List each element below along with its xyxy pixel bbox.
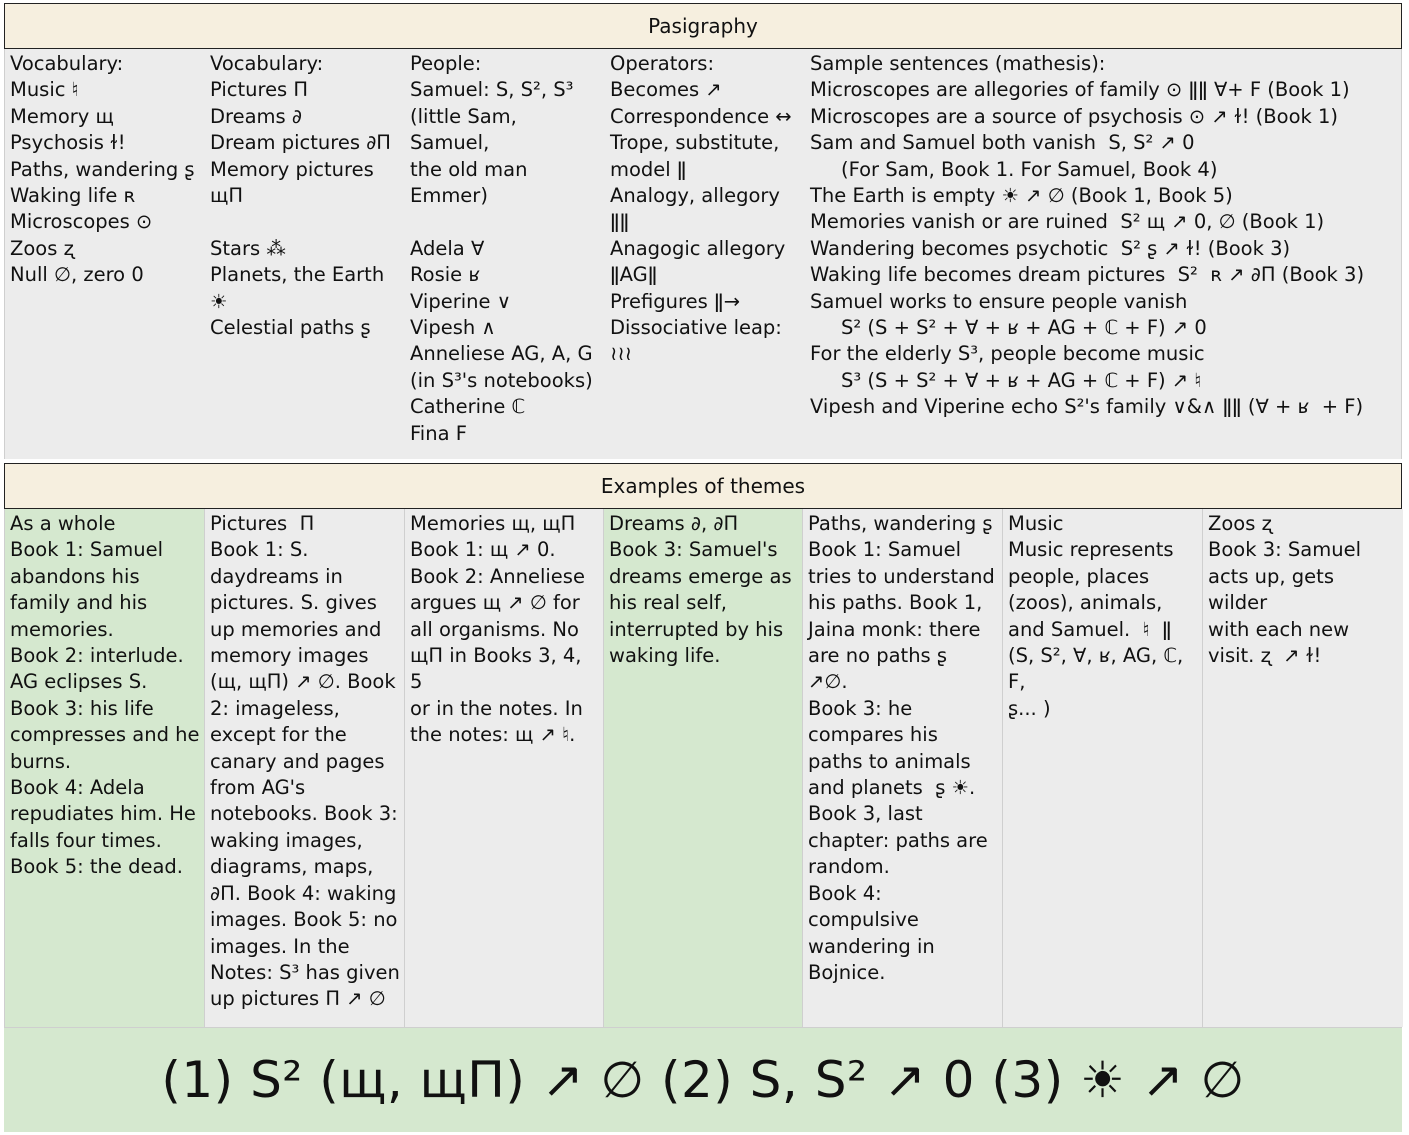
theme-body: Book 1: S. daydreams in pictures. S. gives up memories and memory images (щ, щΠ) ↗ ∅. Book 2: imageless, except for the canary and pages from AG's notebooks. Book 3: waking images, diagrams, maps, ∂Π. Book 4: waking images. Book 5: no images. In the Notes: S³ has given up pictures Π ↗ ∅ (210, 538, 400, 1011)
document-frame (4, 3, 1402, 1132)
theme-heading: Paths, wandering ʂ (808, 512, 993, 535)
theme-paths (803, 509, 1003, 1027)
operators-column (605, 49, 805, 459)
theme-heading: Zoos ʐ (1208, 512, 1272, 535)
column-body: Music ♮ Memory щ Psychosis ɫ! Paths, wandering ʂ Waking life ʀ Microscopes ⊙ Zoos ʐ Null ∅, zero 0 (10, 78, 195, 287)
theme-pictures (205, 509, 405, 1027)
theme-zoos (1203, 509, 1403, 1027)
pasigraphy-table (4, 49, 1402, 459)
column-body: Samuel: S, S², S³ (little Sam, Samuel, the old man Emmer) Adela ∀ Rosie ʁ Viperine ∨ Vipesh ∧ Anneliese AG, A, G (in S³'s notebooks) Catherine ℂ Fina F (410, 78, 593, 445)
theme-heading: Music (1008, 512, 1064, 535)
theme-body: Music represents people, places (zoos), animals, and Samuel. ♮ ǁ (S, S², ∀, ʁ, AG, ℂ, F, ʂ... ) (1008, 538, 1184, 720)
summary-formula: (1) S² (щ, щΠ) ↗ ∅ (2) S, S² ↗ 0 (3) ☀ ↗ ∅ (4, 1027, 1402, 1132)
theme-memories (405, 509, 604, 1027)
theme-heading: As a whole (10, 512, 116, 535)
column-heading: Vocabulary: (10, 52, 124, 75)
column-body: Pictures Π Dreams ∂ Dream pictures ∂Π Memory pictures щΠ Stars ⁂ Planets, the Earth ☀ Celestial paths ʂ (210, 78, 391, 340)
pasigraphy-title: Pasigraphy (4, 3, 1402, 49)
vocabulary-column-1 (5, 49, 205, 459)
theme-body: Book 3: Samuel acts up, gets wilder with each new visit. ʐ ↗ ɫ! (1208, 538, 1362, 668)
column-body: Becomes ↗ Correspondence ↔ Trope, substitute, model ǁ Analogy, allegory ǁǁ Anagogic allegory ǁAGǁ Prefigures ǁ→ Dissociative leap: ≀≀≀ (610, 78, 792, 366)
column-heading: Sample sentences (mathesis): (810, 52, 1106, 75)
theme-heading: Memories щ, щΠ (410, 512, 576, 535)
themes-table (4, 509, 1402, 1027)
themes-title: Examples of themes (4, 463, 1402, 509)
column-body: Microscopes are allegories of family ⊙ ǁǁ ∀+ F (Book 1) Microscopes are a source of psychosis ⊙ ↗ ɫ! (Book 1) Sam and Samuel both vanish S, S² ↗ 0 (For Sam, Book 1. For Samuel, Book 4) The Earth is empty ☀ ↗ ∅ (Book 1, Book 5) Memories vanish or are ruined S² щ ↗ 0, ∅ (Book 1) Wandering becomes psychotic S² ʂ ↗ ɫ! (Book 3) Waking life becomes dream pictures S² ʀ ↗ ∂Π (Book 3) Samuel works to ensure people vanish S² (S + S² + ∀ + ʁ + AG + ℂ + F) ↗ 0 For the elderly S³, people become music S³ (S + S² + ∀ + ʁ + AG + ℂ + F) ↗ ♮ Vipesh and Viperine echo S²'s family ∨&∧ ǁǁ (∀ + ʁ + F) (810, 78, 1365, 419)
column-heading: People: (410, 52, 482, 75)
theme-body: Book 1: Samuel tries to understand his paths. Book 1, Jaina monk: there are no paths ʂ ↗∅. Book 3: he compares his paths to animals and planets ʂ ☀. Book 3, last chapter: paths are random. Book 4: compulsive wandering in Bojnice. (808, 538, 995, 984)
theme-body: Book 1: щ ↗ 0. Book 2: Anneliese argues щ ↗ ∅ for all organisms. No щΠ in Books 3, 4, 5 or in the notes. In the notes: щ ↗ ♮. (410, 538, 585, 747)
column-heading: Operators: (610, 52, 715, 75)
column-heading: Vocabulary: (210, 52, 324, 75)
theme-as-a-whole (5, 509, 205, 1027)
vocabulary-column-2 (205, 49, 405, 459)
theme-body: Book 1: Samuel abandons his family and his memories. Book 2: interlude. AG eclipses S. Book 3: his life compresses and he burns. Book 4: Adela repudiates him. He falls four times. Book 5: the dead. (10, 538, 200, 879)
people-column (405, 49, 605, 459)
theme-music (1003, 509, 1203, 1027)
theme-body: Book 3: Samuel's dreams emerge as his real self, interrupted by his waking life. (609, 538, 792, 668)
sample-sentences-column (805, 49, 1403, 459)
theme-heading: Dreams ∂, ∂Π (609, 512, 739, 535)
theme-heading: Pictures Π (210, 512, 315, 535)
theme-dreams (604, 509, 803, 1027)
